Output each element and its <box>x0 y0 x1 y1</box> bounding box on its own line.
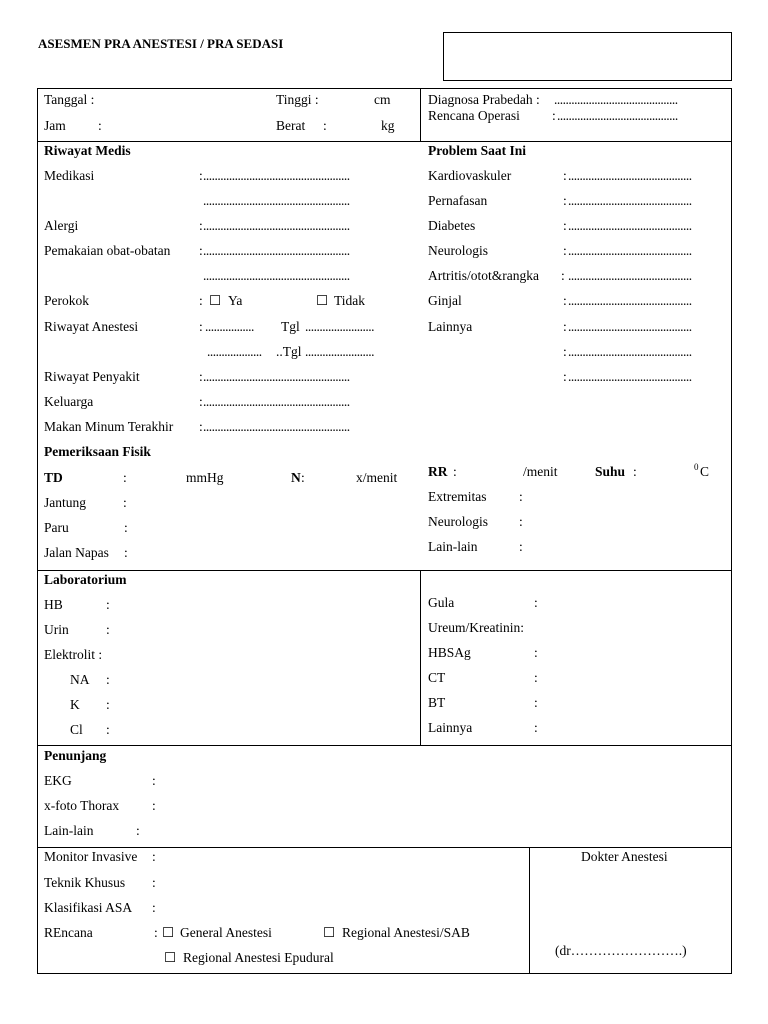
suhu-label: Suhu <box>595 464 626 479</box>
divider <box>37 141 732 142</box>
riwayat-penyakit-label: Riwayat Penyakit <box>44 369 140 384</box>
neurologis-fisik-label: Neurologis <box>428 514 488 529</box>
pemakaian-field-2[interactable]: ................................................... <box>203 268 350 283</box>
tgl-label: Tgl <box>281 319 300 334</box>
general-label: General Anestesi <box>180 925 272 940</box>
rencana-label: REncana <box>44 925 93 940</box>
fisik-heading: Pemeriksaan Fisik <box>44 444 151 459</box>
regional-epi-checkbox[interactable]: ☐ <box>164 950 177 965</box>
colon: : <box>534 645 538 660</box>
colon: : <box>563 168 567 183</box>
menit-unit: /menit <box>523 464 558 479</box>
perokok-label: Perokok <box>44 293 89 308</box>
perokok-ya-label: Ya <box>228 293 243 308</box>
rencana-operasi-label: Rencana Operasi <box>428 108 520 123</box>
medikasi-label: Medikasi <box>44 168 95 183</box>
kardio-label: Kardiovaskuler <box>428 168 512 183</box>
pemakaian-field[interactable]: ................................................... <box>203 243 350 258</box>
jam-label: Jam <box>44 118 66 133</box>
colon: : <box>563 193 567 208</box>
lab-heading: Laboratorium <box>44 572 127 587</box>
colon: : <box>563 218 567 233</box>
colon: : <box>519 514 523 529</box>
artritis-field[interactable]: ........................................... <box>568 268 692 283</box>
lain-fisik-label: Lain-lain <box>428 539 478 554</box>
xfoto-label: x-foto Thorax <box>44 798 120 813</box>
colon: : <box>98 118 102 133</box>
xmenit-unit: x/menit <box>356 470 398 485</box>
colon: : <box>152 900 156 915</box>
td-label: TD <box>44 470 63 485</box>
artritis-label: Artritis/otot&rangka <box>428 268 539 283</box>
extremitas-label: Extremitas <box>428 489 487 504</box>
colon: : <box>563 319 567 334</box>
colon: : <box>552 108 556 123</box>
colon: : <box>633 464 637 479</box>
riwayat-heading: Riwayat Medis <box>44 143 131 158</box>
colon: : <box>563 369 567 384</box>
colon: : <box>199 293 203 308</box>
pernafasan-label: Pernafasan <box>428 193 488 208</box>
dokter-signature-field[interactable]: (dr…………………….) <box>555 943 687 958</box>
tgl-field-2[interactable]: ........................ <box>305 344 374 359</box>
tinggi-label: Tinggi : <box>276 92 319 107</box>
ginjal-label: Ginjal <box>428 293 462 308</box>
divider <box>420 88 421 141</box>
na-label: NA <box>70 672 90 687</box>
neurologis-field[interactable]: ........................................... <box>568 243 692 258</box>
ekg-label: EKG <box>44 773 72 788</box>
colon: : <box>561 268 565 283</box>
general-checkbox[interactable]: ☐ <box>162 925 175 940</box>
lain-penunjang-label: Lain-lain <box>44 823 94 838</box>
jantung-label: Jantung <box>44 495 86 510</box>
regional-sab-label: Regional Anestesi/SAB <box>342 925 470 940</box>
celsius-unit: C <box>700 464 710 479</box>
colon: : <box>199 394 203 409</box>
divider <box>529 847 530 974</box>
colon: : <box>152 849 156 864</box>
colon: : <box>152 773 156 788</box>
colon: : <box>154 925 158 940</box>
page-title: ASESMEN PRA ANESTESI / PRA SEDASI <box>38 36 284 51</box>
keluarga-field[interactable]: ................................................... <box>203 394 350 409</box>
lainnya-field-2[interactable]: ........................................... <box>568 344 692 359</box>
regional-sab-checkbox[interactable]: ☐ <box>323 925 336 940</box>
colon: : <box>124 545 128 560</box>
kardio-field[interactable]: ........................................... <box>568 168 692 183</box>
diagnosa-label: Diagnosa Prabedah : <box>428 92 540 107</box>
makan-field[interactable]: ................................................... <box>203 419 350 434</box>
problem-heading: Problem Saat Ini <box>428 143 527 158</box>
pernafasan-field[interactable]: ........................................... <box>568 193 692 208</box>
hbsag-label: HBSAg <box>428 645 471 660</box>
perokok-ya-checkbox[interactable]: ☐ <box>209 293 222 308</box>
colon: : <box>199 419 203 434</box>
colon: : <box>323 118 327 133</box>
colon: : <box>124 520 128 535</box>
lainnya-field[interactable]: ........................................... <box>568 319 692 334</box>
colon: : <box>534 720 538 735</box>
n-label: N <box>291 470 301 485</box>
paru-label: Paru <box>44 520 69 535</box>
jalan-napas-label: Jalan Napas <box>44 545 109 560</box>
riwayat-penyakit-field[interactable]: ................................................... <box>203 369 350 384</box>
ginjal-field[interactable]: ........................................... <box>568 293 692 308</box>
colon: : <box>199 218 203 233</box>
diagnosa-field[interactable]: ........................................... <box>554 92 678 107</box>
colon: : <box>563 293 567 308</box>
elektrolit-label: Elektrolit : <box>44 647 103 662</box>
riwayat-anestesi-label: Riwayat Anestesi <box>44 319 139 334</box>
rr-label: RR <box>428 464 448 479</box>
divider <box>37 570 732 571</box>
pemakaian-label: Pemakaian obat-obatan <box>44 243 171 258</box>
colon: : <box>519 489 523 504</box>
ct-label: CT <box>428 670 446 685</box>
divider <box>37 745 732 746</box>
medikasi-field-2[interactable]: ................................................... <box>203 193 350 208</box>
neurologis-label: Neurologis <box>428 243 488 258</box>
cm-unit: cm <box>374 92 391 107</box>
penunjang-heading: Penunjang <box>44 748 107 763</box>
berat-label: Berat <box>276 118 306 133</box>
mmhg-unit: mmHg <box>186 470 224 485</box>
hb-label: HB <box>44 597 63 612</box>
colon: : <box>123 470 127 485</box>
k-label: K <box>70 697 80 712</box>
colon: : <box>534 670 538 685</box>
monitor-label: Monitor Invasive <box>44 849 138 864</box>
riwayat-anestesi-field-2[interactable]: ................... <box>207 344 262 359</box>
ureum-label: Ureum/Kreatinin: <box>428 620 524 635</box>
lainnya-label: Lainnya <box>428 319 473 334</box>
diabetes-field[interactable]: ........................................... <box>568 218 692 233</box>
keluarga-label: Keluarga <box>44 394 94 409</box>
colon: : <box>106 622 110 637</box>
tanggal-label: Tanggal : <box>44 92 95 107</box>
colon: : <box>563 243 567 258</box>
colon: : <box>152 798 156 813</box>
urin-label: Urin <box>44 622 69 637</box>
teknik-label: Teknik Khusus <box>44 875 126 890</box>
colon: : <box>519 539 523 554</box>
colon: : <box>152 875 156 890</box>
colon: : <box>453 464 457 479</box>
colon: : <box>106 697 110 712</box>
divider <box>37 847 732 848</box>
degree-mark: 0 <box>694 462 699 472</box>
colon: : <box>106 722 110 737</box>
makan-label: Makan Minum Terakhir <box>44 419 174 434</box>
gula-label: Gula <box>428 595 455 610</box>
bt-label: BT <box>428 695 446 710</box>
colon: : <box>199 243 203 258</box>
kg-unit: kg <box>381 118 395 133</box>
medikasi-field[interactable]: ................................................... <box>203 168 350 183</box>
colon: : <box>199 319 203 334</box>
diabetes-label: Diabetes <box>428 218 476 233</box>
colon: : <box>106 672 110 687</box>
colon: : <box>136 823 140 838</box>
perokok-tidak-label: Tidak <box>334 293 366 308</box>
dokter-label: Dokter Anestesi <box>581 849 668 864</box>
alergi-field[interactable]: ................................................... <box>203 218 350 233</box>
lainnya-lab-label: Lainnya <box>428 720 473 735</box>
colon: : <box>563 344 567 359</box>
colon: : <box>534 595 538 610</box>
rencana-operasi-field[interactable]: .......................................... <box>557 108 678 123</box>
alergi-label: Alergi <box>44 218 79 233</box>
colon: : <box>534 695 538 710</box>
perokok-tidak-checkbox[interactable]: ☐ <box>316 293 329 308</box>
cl-label: Cl <box>70 722 83 737</box>
divider <box>420 570 421 745</box>
tgl-field[interactable]: ........................ <box>305 319 374 334</box>
colon: : <box>123 495 127 510</box>
lainnya-field-3[interactable]: ........................................... <box>568 369 692 384</box>
regional-epi-label: Regional Anestesi Epudural <box>183 950 334 965</box>
asa-label: Klasifikasi ASA <box>44 900 133 915</box>
tgl-label-2: ..Tgl <box>276 344 302 359</box>
colon: : <box>199 369 203 384</box>
colon: : <box>106 597 110 612</box>
colon: : <box>199 168 203 183</box>
colon: : <box>301 470 305 485</box>
label-box[interactable] <box>443 32 732 81</box>
riwayat-anestesi-field[interactable]: ................. <box>205 319 254 334</box>
